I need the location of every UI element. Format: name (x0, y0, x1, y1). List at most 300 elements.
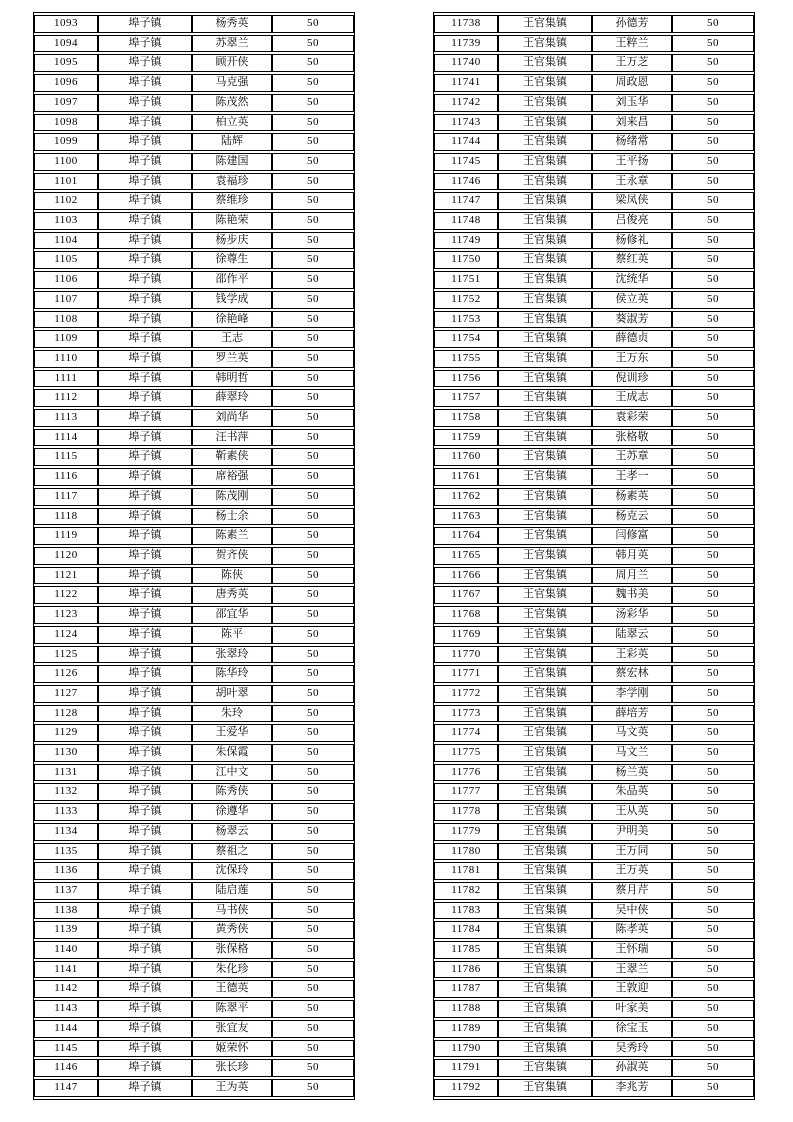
cell-town: 埠子镇 (98, 902, 192, 920)
table-row (34, 389, 354, 407)
cell-id: 1145 (34, 1040, 98, 1058)
cell-amount: 50 (672, 330, 754, 348)
cell-name: 陆辉 (192, 133, 272, 151)
cell-id: 11756 (434, 370, 498, 388)
cell-amount: 50 (672, 823, 754, 841)
table-row (34, 764, 354, 782)
table-row (34, 941, 354, 959)
table-row (34, 724, 354, 742)
table-row (434, 94, 754, 112)
cell-id: 1121 (34, 567, 98, 585)
cell-name: 王粹兰 (592, 35, 672, 53)
cell-town: 王官集镇 (498, 843, 592, 861)
cell-name: 韩月英 (592, 547, 672, 565)
cell-id: 11754 (434, 330, 498, 348)
cell-name: 闫修富 (592, 527, 672, 545)
cell-amount: 50 (272, 15, 354, 33)
cell-amount: 50 (672, 114, 754, 132)
cell-name: 王为英 (192, 1079, 272, 1097)
cell-town: 埠子镇 (98, 350, 192, 368)
cell-town: 埠子镇 (98, 1000, 192, 1018)
cell-id: 11787 (434, 980, 498, 998)
table-row (34, 862, 354, 880)
cell-name: 陈建国 (192, 153, 272, 171)
cell-town: 埠子镇 (98, 389, 192, 407)
cell-name: 朱化珍 (192, 961, 272, 979)
cell-id: 1098 (34, 114, 98, 132)
cell-town: 埠子镇 (98, 665, 192, 683)
cell-amount: 50 (672, 843, 754, 861)
cell-amount: 50 (272, 764, 354, 782)
cell-amount: 50 (672, 192, 754, 210)
cell-town: 王官集镇 (498, 133, 592, 151)
cell-town: 埠子镇 (98, 35, 192, 53)
table-row (434, 606, 754, 624)
cell-id: 1138 (34, 902, 98, 920)
cell-town: 王官集镇 (498, 921, 592, 939)
cell-name: 张宜友 (192, 1020, 272, 1038)
cell-town: 埠子镇 (98, 685, 192, 703)
cell-town: 王官集镇 (498, 724, 592, 742)
table-row (434, 35, 754, 53)
cell-name: 孙淑英 (592, 1059, 672, 1077)
table-row (434, 251, 754, 269)
cell-amount: 50 (272, 192, 354, 210)
cell-town: 王官集镇 (498, 764, 592, 782)
table-row (434, 173, 754, 191)
cell-id: 1144 (34, 1020, 98, 1038)
table-row (34, 350, 354, 368)
cell-name: 马克强 (192, 74, 272, 92)
cell-id: 1108 (34, 311, 98, 329)
cell-town: 埠子镇 (98, 468, 192, 486)
table-row (434, 271, 754, 289)
cell-amount: 50 (272, 291, 354, 309)
cell-id: 11750 (434, 251, 498, 269)
cell-id: 11781 (434, 862, 498, 880)
cell-amount: 50 (672, 488, 754, 506)
table-row (34, 508, 354, 526)
cell-town: 王官集镇 (498, 173, 592, 191)
cell-name: 蔡红英 (592, 251, 672, 269)
cell-id: 1132 (34, 783, 98, 801)
cell-town: 王官集镇 (498, 54, 592, 72)
cell-amount: 50 (672, 291, 754, 309)
table-row (34, 606, 354, 624)
cell-amount: 50 (272, 74, 354, 92)
table-row (34, 705, 354, 723)
cell-town: 王官集镇 (498, 192, 592, 210)
cell-name: 王怀瑞 (592, 941, 672, 959)
cell-amount: 50 (672, 173, 754, 191)
cell-town: 埠子镇 (98, 567, 192, 585)
cell-amount: 50 (672, 902, 754, 920)
cell-town: 王官集镇 (498, 94, 592, 112)
roster-table-left-body (34, 15, 354, 1097)
cell-amount: 50 (672, 35, 754, 53)
cell-id: 11744 (434, 133, 498, 151)
cell-amount: 50 (672, 15, 754, 33)
cell-name: 邵作平 (192, 271, 272, 289)
table-row (434, 1059, 754, 1077)
cell-name: 朱品英 (592, 783, 672, 801)
cell-amount: 50 (672, 606, 754, 624)
table-row (34, 133, 354, 151)
table-row (34, 74, 354, 92)
cell-town: 王官集镇 (498, 74, 592, 92)
cell-id: 1126 (34, 665, 98, 683)
cell-name: 姬荣怀 (192, 1040, 272, 1058)
cell-id: 11779 (434, 823, 498, 841)
cell-name: 倪训珍 (592, 370, 672, 388)
cell-name: 袁福珍 (192, 173, 272, 191)
cell-name: 王敦迎 (592, 980, 672, 998)
cell-id: 1107 (34, 291, 98, 309)
cell-name: 王孝一 (592, 468, 672, 486)
table-row (434, 685, 754, 703)
cell-amount: 50 (272, 1040, 354, 1058)
cell-amount: 50 (272, 271, 354, 289)
cell-amount: 50 (672, 567, 754, 585)
cell-amount: 50 (272, 665, 354, 683)
cell-amount: 50 (272, 527, 354, 545)
cell-name: 王万同 (592, 843, 672, 861)
cell-amount: 50 (272, 1000, 354, 1018)
cell-name: 王翠兰 (592, 961, 672, 979)
cell-name: 马书侠 (192, 902, 272, 920)
table-row (434, 941, 754, 959)
table-row (434, 665, 754, 683)
table-row (34, 783, 354, 801)
table-row (434, 705, 754, 723)
cell-name: 刘尚华 (192, 409, 272, 427)
cell-amount: 50 (272, 251, 354, 269)
cell-name: 周政恩 (592, 74, 672, 92)
cell-name: 徐宝玉 (592, 1020, 672, 1038)
cell-amount: 50 (272, 586, 354, 604)
cell-amount: 50 (272, 54, 354, 72)
cell-name: 李兆芳 (592, 1079, 672, 1097)
cell-id: 1109 (34, 330, 98, 348)
cell-name: 汤彩华 (592, 606, 672, 624)
table-row (34, 488, 354, 506)
cell-name: 陈秀侠 (192, 783, 272, 801)
cell-town: 王官集镇 (498, 882, 592, 900)
cell-amount: 50 (272, 606, 354, 624)
table-row (434, 370, 754, 388)
cell-name: 尹明美 (592, 823, 672, 841)
cell-town: 王官集镇 (498, 1020, 592, 1038)
table-row (434, 783, 754, 801)
cell-town: 埠子镇 (98, 251, 192, 269)
cell-town: 埠子镇 (98, 1040, 192, 1058)
cell-id: 1095 (34, 54, 98, 72)
cell-amount: 50 (672, 1059, 754, 1077)
cell-name: 杨克云 (592, 508, 672, 526)
cell-town: 王官集镇 (498, 1040, 592, 1058)
cell-name: 马文兰 (592, 744, 672, 762)
cell-name: 徐尊生 (192, 251, 272, 269)
cell-amount: 50 (272, 488, 354, 506)
cell-id: 1096 (34, 74, 98, 92)
cell-town: 埠子镇 (98, 192, 192, 210)
cell-town: 王官集镇 (498, 448, 592, 466)
cell-amount: 50 (672, 468, 754, 486)
cell-amount: 50 (672, 133, 754, 151)
cell-name: 周月兰 (592, 567, 672, 585)
cell-name: 陈翠平 (192, 1000, 272, 1018)
cell-name: 王德英 (192, 980, 272, 998)
table-row (434, 882, 754, 900)
cell-amount: 50 (672, 705, 754, 723)
cell-town: 王官集镇 (498, 1059, 592, 1077)
table-row (434, 1079, 754, 1097)
cell-name: 魏书美 (592, 586, 672, 604)
table-row (434, 330, 754, 348)
cell-id: 1117 (34, 488, 98, 506)
cell-amount: 50 (272, 1079, 354, 1097)
cell-name: 朱玲 (192, 705, 272, 723)
table-row (434, 192, 754, 210)
cell-name: 李学刚 (592, 685, 672, 703)
table-row (34, 586, 354, 604)
cell-name: 薛培芳 (592, 705, 672, 723)
cell-id: 11757 (434, 389, 498, 407)
cell-name: 薛翠玲 (192, 389, 272, 407)
cell-amount: 50 (672, 724, 754, 742)
table-row (34, 646, 354, 664)
table-row (34, 547, 354, 565)
cell-id: 11759 (434, 429, 498, 447)
table-row (34, 192, 354, 210)
table-row (34, 527, 354, 545)
cell-name: 陈茂刚 (192, 488, 272, 506)
table-row (434, 646, 754, 664)
cell-name: 陆翠云 (592, 626, 672, 644)
table-row (434, 114, 754, 132)
cell-id: 11772 (434, 685, 498, 703)
cell-town: 王官集镇 (498, 291, 592, 309)
table-row (434, 744, 754, 762)
cell-town: 王官集镇 (498, 567, 592, 585)
table-row (434, 823, 754, 841)
cell-id: 11780 (434, 843, 498, 861)
table-row (34, 251, 354, 269)
cell-amount: 50 (672, 961, 754, 979)
cell-town: 埠子镇 (98, 586, 192, 604)
cell-id: 11761 (434, 468, 498, 486)
cell-id: 1104 (34, 232, 98, 250)
table-row (34, 15, 354, 33)
cell-name: 吴中侠 (592, 902, 672, 920)
table-row (434, 232, 754, 250)
cell-name: 朱保霞 (192, 744, 272, 762)
cell-amount: 50 (272, 843, 354, 861)
cell-town: 王官集镇 (498, 350, 592, 368)
cell-town: 王官集镇 (498, 232, 592, 250)
cell-town: 埠子镇 (98, 862, 192, 880)
cell-amount: 50 (272, 862, 354, 880)
cell-name: 杨修礼 (592, 232, 672, 250)
cell-town: 埠子镇 (98, 626, 192, 644)
cell-id: 1097 (34, 94, 98, 112)
cell-id: 11770 (434, 646, 498, 664)
table-row (34, 882, 354, 900)
cell-name: 杨士余 (192, 508, 272, 526)
cell-id: 11776 (434, 764, 498, 782)
cell-town: 王官集镇 (498, 429, 592, 447)
cell-name: 唐秀英 (192, 586, 272, 604)
cell-name: 蔡月芹 (592, 882, 672, 900)
cell-amount: 50 (272, 921, 354, 939)
cell-id: 11748 (434, 212, 498, 230)
cell-name: 杨步庆 (192, 232, 272, 250)
cell-id: 1127 (34, 685, 98, 703)
cell-amount: 50 (272, 685, 354, 703)
cell-town: 埠子镇 (98, 882, 192, 900)
cell-name: 陈艳荣 (192, 212, 272, 230)
cell-name: 靳素侠 (192, 448, 272, 466)
cell-id: 11791 (434, 1059, 498, 1077)
cell-name: 陈素兰 (192, 527, 272, 545)
cell-amount: 50 (672, 232, 754, 250)
cell-amount: 50 (272, 409, 354, 427)
cell-name: 王爱华 (192, 724, 272, 742)
cell-amount: 50 (272, 646, 354, 664)
cell-amount: 50 (272, 508, 354, 526)
cell-town: 埠子镇 (98, 961, 192, 979)
cell-town: 埠子镇 (98, 153, 192, 171)
cell-town: 埠子镇 (98, 409, 192, 427)
table-row (34, 468, 354, 486)
cell-name: 王成志 (592, 389, 672, 407)
cell-name: 马文英 (592, 724, 672, 742)
cell-name: 柏立英 (192, 114, 272, 132)
cell-amount: 50 (272, 882, 354, 900)
cell-id: 11783 (434, 902, 498, 920)
table-row (34, 961, 354, 979)
cell-id: 1131 (34, 764, 98, 782)
cell-name: 陈侠 (192, 567, 272, 585)
cell-town: 王官集镇 (498, 586, 592, 604)
table-row (434, 862, 754, 880)
table-row (34, 1020, 354, 1038)
table-row (434, 311, 754, 329)
table-row (34, 173, 354, 191)
table-row (434, 626, 754, 644)
cell-name: 孙德芳 (592, 15, 672, 33)
cell-id: 11752 (434, 291, 498, 309)
cell-id: 1133 (34, 803, 98, 821)
cell-town: 王官集镇 (498, 685, 592, 703)
cell-name: 梁凤侠 (592, 192, 672, 210)
cell-id: 1094 (34, 35, 98, 53)
cell-name: 杨绪常 (592, 133, 672, 151)
cell-name: 侯立英 (592, 291, 672, 309)
table-row (34, 429, 354, 447)
table-row (434, 153, 754, 171)
table-row (434, 547, 754, 565)
cell-amount: 50 (672, 74, 754, 92)
cell-name: 黄秀侠 (192, 921, 272, 939)
cell-id: 1100 (34, 153, 98, 171)
cell-amount: 50 (672, 646, 754, 664)
cell-id: 1141 (34, 961, 98, 979)
cell-id: 1143 (34, 1000, 98, 1018)
cell-amount: 50 (672, 350, 754, 368)
cell-town: 埠子镇 (98, 823, 192, 841)
cell-name: 汪书萍 (192, 429, 272, 447)
cell-name: 张翠玲 (192, 646, 272, 664)
cell-amount: 50 (272, 468, 354, 486)
cell-town: 王官集镇 (498, 744, 592, 762)
cell-id: 1128 (34, 705, 98, 723)
cell-id: 1139 (34, 921, 98, 939)
cell-amount: 50 (272, 311, 354, 329)
cell-name: 席裕强 (192, 468, 272, 486)
cell-name: 贺齐侠 (192, 547, 272, 565)
table-row (34, 803, 354, 821)
cell-id: 1147 (34, 1079, 98, 1097)
cell-name: 陈华玲 (192, 665, 272, 683)
cell-id: 11741 (434, 74, 498, 92)
cell-id: 11740 (434, 54, 498, 72)
cell-amount: 50 (272, 114, 354, 132)
cell-town: 埠子镇 (98, 271, 192, 289)
table-row (34, 153, 354, 171)
table-row (434, 448, 754, 466)
cell-id: 11758 (434, 409, 498, 427)
cell-id: 11784 (434, 921, 498, 939)
cell-amount: 50 (272, 783, 354, 801)
table-row (434, 527, 754, 545)
cell-name: 刘玉华 (592, 94, 672, 112)
cell-amount: 50 (672, 862, 754, 880)
table-row (34, 232, 354, 250)
cell-name: 苏翠兰 (192, 35, 272, 53)
cell-id: 11768 (434, 606, 498, 624)
cell-town: 王官集镇 (498, 902, 592, 920)
cell-town: 埠子镇 (98, 705, 192, 723)
cell-id: 1125 (34, 646, 98, 664)
cell-amount: 50 (672, 921, 754, 939)
cell-name: 邵宜华 (192, 606, 272, 624)
cell-name: 沈统华 (592, 271, 672, 289)
cell-amount: 50 (272, 902, 354, 920)
cell-town: 王官集镇 (498, 705, 592, 723)
cell-town: 埠子镇 (98, 370, 192, 388)
cell-id: 1122 (34, 586, 98, 604)
cell-amount: 50 (272, 547, 354, 565)
cell-id: 1106 (34, 271, 98, 289)
cell-amount: 50 (672, 783, 754, 801)
cell-id: 11789 (434, 1020, 498, 1038)
cell-name: 蔡维珍 (192, 192, 272, 210)
table-row (434, 350, 754, 368)
table-row (434, 389, 754, 407)
cell-id: 11788 (434, 1000, 498, 1018)
cell-id: 11751 (434, 271, 498, 289)
table-row (434, 74, 754, 92)
cell-name: 蔡宏林 (592, 665, 672, 683)
cell-id: 11774 (434, 724, 498, 742)
cell-amount: 50 (272, 1020, 354, 1038)
cell-amount: 50 (672, 744, 754, 762)
table-row (434, 921, 754, 939)
cell-name: 袁彩荣 (592, 409, 672, 427)
cell-name: 王平扬 (592, 153, 672, 171)
cell-id: 1142 (34, 980, 98, 998)
